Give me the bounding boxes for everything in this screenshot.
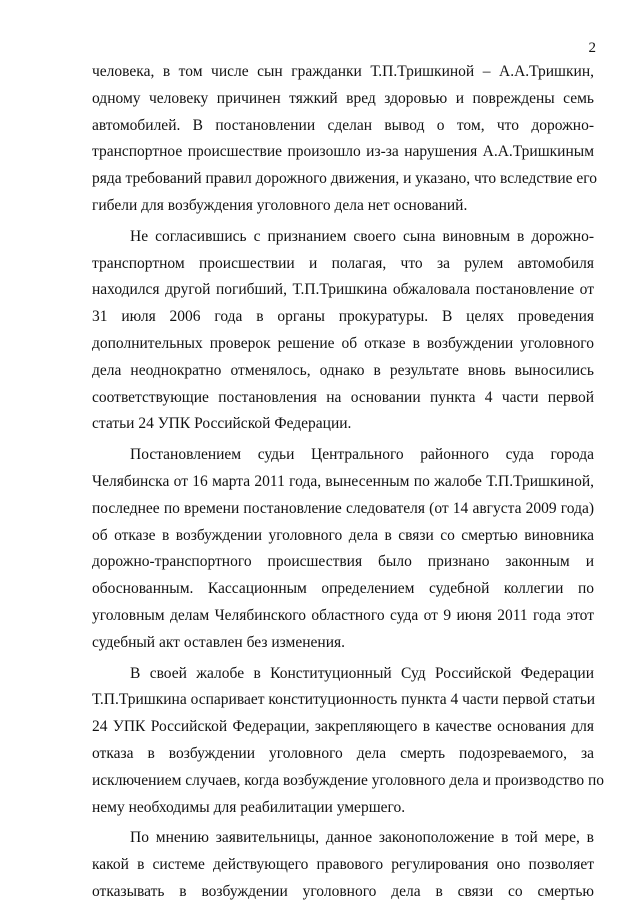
text-line: По мнению заявительницы, данное законоположение в той мере, в xyxy=(130,829,594,847)
paragraph xyxy=(92,825,594,905)
text-line: дела неоднократно отменялось, однако в результате вновь выносились xyxy=(92,361,594,379)
text-line: Постановлением судьи Центрального районного суда города xyxy=(130,446,594,464)
text-line: отказывать в возбуждении уголовного дела в связи со смертью xyxy=(92,882,594,900)
text-line: гибели для возбуждения уголовного дела нет оснований. xyxy=(92,196,468,214)
text-line: В своей жалобе в Конституционный Суд Российской Федерации xyxy=(130,664,594,682)
text-line: уголовным делам Челябинского областного суда от 9 июня 2011 года этот xyxy=(92,606,594,624)
text-line: находился другой погибший, Т.П.Тришкина обжаловала постановление от xyxy=(92,281,594,299)
text-line: соответствующие постановления на основании пункта 4 части первой xyxy=(92,388,594,406)
paragraph xyxy=(92,442,594,656)
text-line: обоснованным. Кассационным определением судебной коллегии по xyxy=(92,580,594,598)
text-line: об отказе в возбуждении уголовного дела в связи со смертью виновника xyxy=(92,526,594,544)
text-line: транспортное происшествие произошло из-за нарушения А.А.Тришкиным xyxy=(92,143,594,161)
text-line: судебный акт оставлен без изменения. xyxy=(92,633,345,651)
text-line: дополнительных проверок решение об отказе в возбуждении уголовного xyxy=(92,334,594,352)
document-body xyxy=(92,59,604,910)
text-line: 24 УПК Российской Федерации, закрепляющего в качестве основания для xyxy=(92,718,594,736)
text-line: Челябинска от 16 марта 2011 года, вынесенным по жалобе Т.П.Тришкиной, xyxy=(92,472,594,490)
text-line: исключением случаев, когда возбуждение уголовного дела и производство по xyxy=(92,771,604,789)
text-line: автомобилей. В постановлении сделан вывод о том, что дорожно- xyxy=(92,116,594,134)
text-line: статьи 24 УПК Российской Федерации. xyxy=(92,415,352,433)
text-line: Т.П.Тришкина оспаривает конституционность пункта 4 части первой статьи xyxy=(92,691,596,709)
page-number: 2 xyxy=(588,40,596,56)
text-line: последнее по времени постановление следователя (от 14 августа 2009 года) xyxy=(92,499,594,517)
paragraph xyxy=(92,224,594,438)
paragraph xyxy=(92,661,604,822)
text-line: какой в системе действующего правового регулирования оно позволяет xyxy=(92,856,594,874)
text-line: отказа в возбуждении уголовного дела смерть подозреваемого, за xyxy=(92,744,594,762)
text-line: одному человеку причинен тяжкий вред здоровью и повреждены семь xyxy=(92,89,594,107)
text-line: ряда требований правил дорожного движения, и указано, что вследствие его xyxy=(92,170,598,188)
text-line: 31 июля 2006 года в органы прокуратуры. В целях проведения xyxy=(92,308,594,326)
paragraph xyxy=(92,59,598,220)
text-line: человека, в том числе сын гражданки Т.П.Тришкиной – А.А.Тришкин, xyxy=(92,63,594,80)
text-line: нему необходимы для реабилитации умершего. xyxy=(92,798,406,816)
text-line: Не согласившись с признанием своего сына виновным в дорожно- xyxy=(130,227,594,245)
text-line: дорожно-транспортного происшествия было признано законным и xyxy=(92,553,594,571)
text-line: транспортном происшествии и полагая, что за рулем автомобиля xyxy=(92,254,594,272)
